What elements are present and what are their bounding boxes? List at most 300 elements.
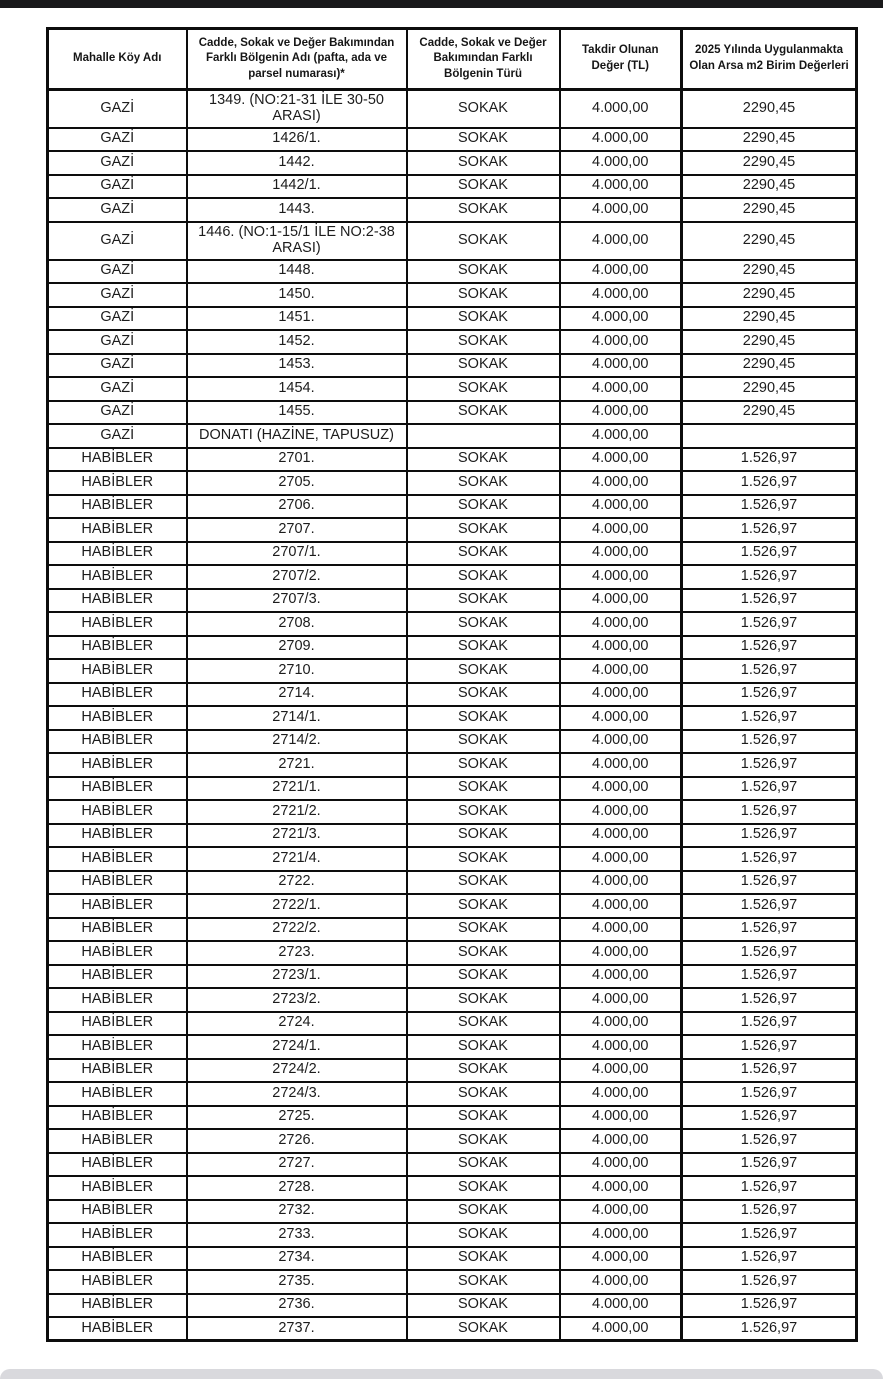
cell-takdir-olunan-deger: 4.000,00 [560,659,682,683]
cell-mahalle-koy-adi: HABİBLER [48,1294,187,1318]
cell-birim-degeri: 1.526,97 [682,1035,857,1059]
cell-bolgenin-adi: 1448. [187,260,407,284]
cell-bolgenin-adi: 2737. [187,1317,407,1341]
table-row [48,1317,857,1341]
cell-mahalle-koy-adi: HABİBLER [48,495,187,519]
cell-bolgenin-turu: SOKAK [407,1200,560,1224]
cell-bolgenin-adi: 2732. [187,1200,407,1224]
table-row [48,198,857,222]
cell-takdir-olunan-deger: 4.000,00 [560,1106,682,1130]
cell-bolgenin-turu: SOKAK [407,800,560,824]
table-row [48,128,857,152]
cell-birim-degeri: 1.526,97 [682,471,857,495]
cell-bolgenin-turu: SOKAK [407,401,560,425]
cell-mahalle-koy-adi: GAZİ [48,90,187,128]
table-row [48,847,857,871]
table-row [48,471,857,495]
cell-bolgenin-turu: SOKAK [407,777,560,801]
cell-takdir-olunan-deger: 4.000,00 [560,448,682,472]
cell-bolgenin-adi: 2714/1. [187,706,407,730]
cell-bolgenin-adi: 2724/1. [187,1035,407,1059]
cell-takdir-olunan-deger: 4.000,00 [560,354,682,378]
cell-mahalle-koy-adi: HABİBLER [48,1129,187,1153]
cell-bolgenin-adi: 1349. (NO:21-31 İLE 30-50 ARASI) [187,90,407,128]
cell-mahalle-koy-adi: HABİBLER [48,1270,187,1294]
cell-takdir-olunan-deger: 4.000,00 [560,1223,682,1247]
cell-bolgenin-adi: 2707. [187,518,407,542]
cell-bolgenin-adi: 2724. [187,1012,407,1036]
cell-takdir-olunan-deger: 4.000,00 [560,965,682,989]
table-row [48,941,857,965]
cell-mahalle-koy-adi: HABİBLER [48,518,187,542]
cell-mahalle-koy-adi: HABİBLER [48,1153,187,1177]
cell-takdir-olunan-deger: 4.000,00 [560,471,682,495]
cell-birim-degeri: 1.526,97 [682,730,857,754]
table-row [48,1294,857,1318]
cell-mahalle-koy-adi: HABİBLER [48,918,187,942]
cell-bolgenin-turu: SOKAK [407,260,560,284]
cell-birim-degeri: 1.526,97 [682,1247,857,1271]
cell-bolgenin-turu: SOKAK [407,1294,560,1318]
cell-birim-degeri: 1.526,97 [682,1200,857,1224]
cell-bolgenin-turu: SOKAK [407,871,560,895]
cell-takdir-olunan-deger: 4.000,00 [560,377,682,401]
cell-bolgenin-adi: 2708. [187,612,407,636]
cell-bolgenin-turu: SOKAK [407,1035,560,1059]
cell-bolgenin-turu: SOKAK [407,354,560,378]
cell-birim-degeri: 2290,45 [682,260,857,284]
cell-bolgenin-turu: SOKAK [407,659,560,683]
cell-takdir-olunan-deger: 4.000,00 [560,401,682,425]
cell-bolgenin-adi: 2736. [187,1294,407,1318]
cell-takdir-olunan-deger: 4.000,00 [560,198,682,222]
table-row [48,988,857,1012]
cell-bolgenin-adi: 1451. [187,307,407,331]
cell-bolgenin-adi: 1452. [187,330,407,354]
cell-takdir-olunan-deger: 4.000,00 [560,941,682,965]
cell-bolgenin-adi: 1442/1. [187,175,407,199]
cell-takdir-olunan-deger: 4.000,00 [560,706,682,730]
cell-bolgenin-turu: SOKAK [407,1176,560,1200]
cell-birim-degeri: 1.526,97 [682,941,857,965]
cell-birim-degeri: 1.526,97 [682,1176,857,1200]
table-row [48,1153,857,1177]
cell-takdir-olunan-deger: 4.000,00 [560,1176,682,1200]
cell-takdir-olunan-deger: 4.000,00 [560,175,682,199]
table-row [48,706,857,730]
cell-bolgenin-turu: SOKAK [407,1106,560,1130]
cell-bolgenin-adi: 2728. [187,1176,407,1200]
cell-bolgenin-adi: 2705. [187,471,407,495]
cell-takdir-olunan-deger: 4.000,00 [560,222,682,260]
header-2025-birim-degerleri: 2025 Yılında Uygulanmakta Olan Arsa m2 Birim Değerleri [682,29,857,90]
cell-bolgenin-turu: SOKAK [407,965,560,989]
cell-mahalle-koy-adi: GAZİ [48,175,187,199]
cell-bolgenin-turu: SOKAK [407,222,560,260]
cell-bolgenin-adi: 1426/1. [187,128,407,152]
cell-bolgenin-turu: SOKAK [407,683,560,707]
table-row [48,330,857,354]
top-edge-bar [0,0,883,8]
cell-birim-degeri: 2290,45 [682,330,857,354]
table-row [48,1012,857,1036]
cell-bolgenin-adi: 2733. [187,1223,407,1247]
cell-birim-degeri: 1.526,97 [682,824,857,848]
cell-birim-degeri: 1.526,97 [682,1059,857,1083]
table-row [48,965,857,989]
cell-birim-degeri: 1.526,97 [682,1082,857,1106]
cell-mahalle-koy-adi: HABİBLER [48,471,187,495]
table-row [48,800,857,824]
cell-bolgenin-turu: SOKAK [407,283,560,307]
table-row [48,777,857,801]
cell-mahalle-koy-adi: HABİBLER [48,847,187,871]
table-body [48,90,857,1341]
table-header [48,29,857,90]
cell-bolgenin-adi: 2721. [187,753,407,777]
cell-birim-degeri: 2290,45 [682,283,857,307]
table-row [48,542,857,566]
cell-takdir-olunan-deger: 4.000,00 [560,330,682,354]
cell-mahalle-koy-adi: HABİBLER [48,1106,187,1130]
cell-bolgenin-turu: SOKAK [407,824,560,848]
cell-birim-degeri: 1.526,97 [682,1223,857,1247]
table-row [48,871,857,895]
table-row [48,753,857,777]
cell-bolgenin-adi: 2714/2. [187,730,407,754]
cell-bolgenin-turu: SOKAK [407,175,560,199]
cell-bolgenin-adi: 1454. [187,377,407,401]
cell-birim-degeri: 1.526,97 [682,565,857,589]
cell-bolgenin-adi: 2707/3. [187,589,407,613]
cell-bolgenin-adi: 2710. [187,659,407,683]
cell-takdir-olunan-deger: 4.000,00 [560,307,682,331]
cell-takdir-olunan-deger: 4.000,00 [560,151,682,175]
cell-mahalle-koy-adi: GAZİ [48,260,187,284]
cell-bolgenin-turu: SOKAK [407,706,560,730]
cell-takdir-olunan-deger: 4.000,00 [560,824,682,848]
cell-bolgenin-turu [407,424,560,448]
cell-mahalle-koy-adi: HABİBLER [48,965,187,989]
cell-takdir-olunan-deger: 4.000,00 [560,1012,682,1036]
cell-birim-degeri: 1.526,97 [682,871,857,895]
table-row [48,1129,857,1153]
table-row [48,424,857,448]
table-row [48,90,857,128]
cell-bolgenin-adi: 2735. [187,1270,407,1294]
cell-bolgenin-turu: SOKAK [407,894,560,918]
cell-takdir-olunan-deger: 4.000,00 [560,1317,682,1341]
header-bolgenin-adi: Cadde, Sokak ve Değer Bakımından Farklı Bölgenin Adı (pafta, ada ve parsel numarası)* [187,29,407,90]
cell-birim-degeri: 1.526,97 [682,1106,857,1130]
cell-bolgenin-adi: 2723/2. [187,988,407,1012]
cell-birim-degeri: 2290,45 [682,175,857,199]
cell-birim-degeri: 1.526,97 [682,612,857,636]
cell-mahalle-koy-adi: HABİBLER [48,824,187,848]
header-row [48,29,857,90]
cell-mahalle-koy-adi: HABİBLER [48,612,187,636]
cell-takdir-olunan-deger: 4.000,00 [560,871,682,895]
cell-bolgenin-adi: 2723. [187,941,407,965]
cell-bolgenin-turu: SOKAK [407,565,560,589]
cell-takdir-olunan-deger: 4.000,00 [560,847,682,871]
cell-bolgenin-turu: SOKAK [407,307,560,331]
cell-bolgenin-turu: SOKAK [407,377,560,401]
cell-mahalle-koy-adi: HABİBLER [48,1059,187,1083]
cell-birim-degeri: 1.526,97 [682,800,857,824]
cell-takdir-olunan-deger: 4.000,00 [560,988,682,1012]
table-row [48,1270,857,1294]
table-row [48,1106,857,1130]
cell-birim-degeri: 1.526,97 [682,988,857,1012]
cell-takdir-olunan-deger: 4.000,00 [560,730,682,754]
cell-bolgenin-turu: SOKAK [407,1059,560,1083]
cell-takdir-olunan-deger: 4.000,00 [560,800,682,824]
cell-takdir-olunan-deger: 4.000,00 [560,260,682,284]
cell-mahalle-koy-adi: GAZİ [48,151,187,175]
cell-mahalle-koy-adi: GAZİ [48,377,187,401]
cell-mahalle-koy-adi: GAZİ [48,283,187,307]
cell-bolgenin-turu: SOKAK [407,1223,560,1247]
cell-bolgenin-turu: SOKAK [407,1247,560,1271]
cell-mahalle-koy-adi: HABİBLER [48,871,187,895]
table-row [48,401,857,425]
header-takdir-olunan-deger: Takdir Olunan Değer (TL) [560,29,682,90]
cell-mahalle-koy-adi: HABİBLER [48,1317,187,1341]
cell-mahalle-koy-adi: HABİBLER [48,1247,187,1271]
cell-bolgenin-adi: 2724/2. [187,1059,407,1083]
cell-bolgenin-turu: SOKAK [407,612,560,636]
cell-mahalle-koy-adi: HABİBLER [48,589,187,613]
cell-takdir-olunan-deger: 4.000,00 [560,542,682,566]
table-row [48,612,857,636]
cell-mahalle-koy-adi: GAZİ [48,307,187,331]
cell-bolgenin-adi: 1453. [187,354,407,378]
cell-birim-degeri: 1.526,97 [682,1317,857,1341]
cell-takdir-olunan-deger: 4.000,00 [560,565,682,589]
cell-bolgenin-adi: 2721/1. [187,777,407,801]
cell-takdir-olunan-deger: 4.000,00 [560,777,682,801]
cell-takdir-olunan-deger: 4.000,00 [560,1129,682,1153]
cell-takdir-olunan-deger: 4.000,00 [560,495,682,519]
cell-birim-degeri: 2290,45 [682,307,857,331]
cell-takdir-olunan-deger: 4.000,00 [560,1294,682,1318]
table-row [48,260,857,284]
cell-bolgenin-turu: SOKAK [407,753,560,777]
cell-takdir-olunan-deger: 4.000,00 [560,1153,682,1177]
cell-bolgenin-adi: 2724/3. [187,1082,407,1106]
header-mahalle-koy-adi: Mahalle Köy Adı [48,29,187,90]
cell-bolgenin-adi: 1446. (NO:1-15/1 İLE NO:2-38 ARASI) [187,222,407,260]
cell-bolgenin-adi: 2727. [187,1153,407,1177]
cell-mahalle-koy-adi: HABİBLER [48,894,187,918]
cell-takdir-olunan-deger: 4.000,00 [560,283,682,307]
cell-birim-degeri: 2290,45 [682,377,857,401]
cell-bolgenin-adi: 2722/1. [187,894,407,918]
table-row [48,565,857,589]
cell-mahalle-koy-adi: HABİBLER [48,1200,187,1224]
cell-bolgenin-turu: SOKAK [407,330,560,354]
cell-birim-degeri: 1.526,97 [682,636,857,660]
cell-birim-degeri: 1.526,97 [682,918,857,942]
cell-birim-degeri: 2290,45 [682,198,857,222]
cell-takdir-olunan-deger: 4.000,00 [560,1247,682,1271]
cell-mahalle-koy-adi: HABİBLER [48,941,187,965]
cell-takdir-olunan-deger: 4.000,00 [560,636,682,660]
table-row [48,894,857,918]
cell-mahalle-koy-adi: GAZİ [48,128,187,152]
cell-birim-degeri: 1.526,97 [682,965,857,989]
table-row [48,1223,857,1247]
cell-bolgenin-turu: SOKAK [407,90,560,128]
cell-mahalle-koy-adi: HABİBLER [48,988,187,1012]
cell-birim-degeri: 1.526,97 [682,1153,857,1177]
cell-takdir-olunan-deger: 4.000,00 [560,1059,682,1083]
cell-bolgenin-turu: SOKAK [407,730,560,754]
cell-bolgenin-adi: 2722/2. [187,918,407,942]
cell-birim-degeri: 1.526,97 [682,589,857,613]
table-row [48,448,857,472]
cell-mahalle-koy-adi: GAZİ [48,198,187,222]
cell-birim-degeri: 1.526,97 [682,753,857,777]
cell-mahalle-koy-adi: HABİBLER [48,659,187,683]
cell-takdir-olunan-deger: 4.000,00 [560,128,682,152]
cell-takdir-olunan-deger: 4.000,00 [560,1082,682,1106]
cell-mahalle-koy-adi: HABİBLER [48,753,187,777]
cell-bolgenin-turu: SOKAK [407,542,560,566]
cell-bolgenin-adi: 2709. [187,636,407,660]
cell-bolgenin-turu: SOKAK [407,1082,560,1106]
cell-takdir-olunan-deger: 4.000,00 [560,1270,682,1294]
cell-bolgenin-adi: DONATI (HAZİNE, TAPUSUZ) [187,424,407,448]
cell-birim-degeri: 1.526,97 [682,542,857,566]
cell-takdir-olunan-deger: 4.000,00 [560,612,682,636]
cell-takdir-olunan-deger: 4.000,00 [560,518,682,542]
table-row [48,175,857,199]
cell-mahalle-koy-adi: HABİBLER [48,1176,187,1200]
cell-takdir-olunan-deger: 4.000,00 [560,753,682,777]
cell-birim-degeri: 2290,45 [682,90,857,128]
cell-birim-degeri [682,424,857,448]
cell-bolgenin-adi: 2734. [187,1247,407,1271]
cell-bolgenin-adi: 2714. [187,683,407,707]
cell-birim-degeri: 1.526,97 [682,683,857,707]
cell-mahalle-koy-adi: HABİBLER [48,777,187,801]
cell-bolgenin-adi: 2706. [187,495,407,519]
bottom-edge-bar [0,1369,883,1379]
table-row [48,824,857,848]
cell-birim-degeri: 1.526,97 [682,495,857,519]
table-row [48,1247,857,1271]
cell-takdir-olunan-deger: 4.000,00 [560,90,682,128]
cell-bolgenin-adi: 2725. [187,1106,407,1130]
cell-birim-degeri: 1.526,97 [682,706,857,730]
cell-bolgenin-adi: 1443. [187,198,407,222]
cell-mahalle-koy-adi: GAZİ [48,222,187,260]
cell-mahalle-koy-adi: GAZİ [48,424,187,448]
table-row [48,151,857,175]
cell-mahalle-koy-adi: HABİBLER [48,683,187,707]
cell-birim-degeri: 1.526,97 [682,518,857,542]
cell-birim-degeri: 2290,45 [682,354,857,378]
table-row [48,589,857,613]
table-row [48,1059,857,1083]
cell-bolgenin-turu: SOKAK [407,1153,560,1177]
cell-birim-degeri: 1.526,97 [682,1012,857,1036]
cell-birim-degeri: 1.526,97 [682,448,857,472]
cell-bolgenin-turu: SOKAK [407,128,560,152]
table-row [48,377,857,401]
table-row [48,636,857,660]
cell-bolgenin-turu: SOKAK [407,1012,560,1036]
cell-bolgenin-turu: SOKAK [407,589,560,613]
cell-takdir-olunan-deger: 4.000,00 [560,894,682,918]
cell-bolgenin-turu: SOKAK [407,151,560,175]
cell-takdir-olunan-deger: 4.000,00 [560,683,682,707]
table-row [48,730,857,754]
cell-mahalle-koy-adi: HABİBLER [48,565,187,589]
table-row [48,495,857,519]
cell-bolgenin-turu: SOKAK [407,1317,560,1341]
cell-birim-degeri: 1.526,97 [682,777,857,801]
cell-bolgenin-turu: SOKAK [407,988,560,1012]
cell-bolgenin-turu: SOKAK [407,918,560,942]
cell-birim-degeri: 1.526,97 [682,1270,857,1294]
cell-bolgenin-turu: SOKAK [407,847,560,871]
cell-bolgenin-adi: 2726. [187,1129,407,1153]
cell-mahalle-koy-adi: HABİBLER [48,1223,187,1247]
cell-bolgenin-adi: 2722. [187,871,407,895]
table-row [48,918,857,942]
cell-bolgenin-adi: 2721/2. [187,800,407,824]
table-row [48,683,857,707]
cell-bolgenin-adi: 1455. [187,401,407,425]
cell-mahalle-koy-adi: HABİBLER [48,448,187,472]
cell-bolgenin-turu: SOKAK [407,448,560,472]
table-row [48,518,857,542]
header-bolgenin-turu: Cadde, Sokak ve Değer Bakımından Farklı Bölgenin Türü [407,29,560,90]
table-row [48,354,857,378]
cell-bolgenin-adi: 2721/4. [187,847,407,871]
table-row [48,222,857,260]
cell-bolgenin-turu: SOKAK [407,495,560,519]
cell-bolgenin-adi: 2721/3. [187,824,407,848]
table-row [48,1082,857,1106]
cell-birim-degeri: 1.526,97 [682,847,857,871]
cell-takdir-olunan-deger: 4.000,00 [560,1200,682,1224]
cell-bolgenin-adi: 1450. [187,283,407,307]
cell-bolgenin-adi: 1442. [187,151,407,175]
table-row [48,659,857,683]
table-row [48,1200,857,1224]
cell-mahalle-koy-adi: HABİBLER [48,1082,187,1106]
cell-birim-degeri: 1.526,97 [682,1129,857,1153]
table-row [48,1176,857,1200]
cell-mahalle-koy-adi: HABİBLER [48,730,187,754]
cell-mahalle-koy-adi: HABİBLER [48,542,187,566]
cell-birim-degeri: 1.526,97 [682,1294,857,1318]
cell-birim-degeri: 1.526,97 [682,894,857,918]
cell-takdir-olunan-deger: 4.000,00 [560,1035,682,1059]
cell-bolgenin-turu: SOKAK [407,471,560,495]
cell-takdir-olunan-deger: 4.000,00 [560,918,682,942]
cell-bolgenin-adi: 2723/1. [187,965,407,989]
cell-takdir-olunan-deger: 4.000,00 [560,589,682,613]
cell-bolgenin-turu: SOKAK [407,1129,560,1153]
cell-mahalle-koy-adi: GAZİ [48,401,187,425]
cell-mahalle-koy-adi: HABİBLER [48,800,187,824]
cell-mahalle-koy-adi: GAZİ [48,330,187,354]
